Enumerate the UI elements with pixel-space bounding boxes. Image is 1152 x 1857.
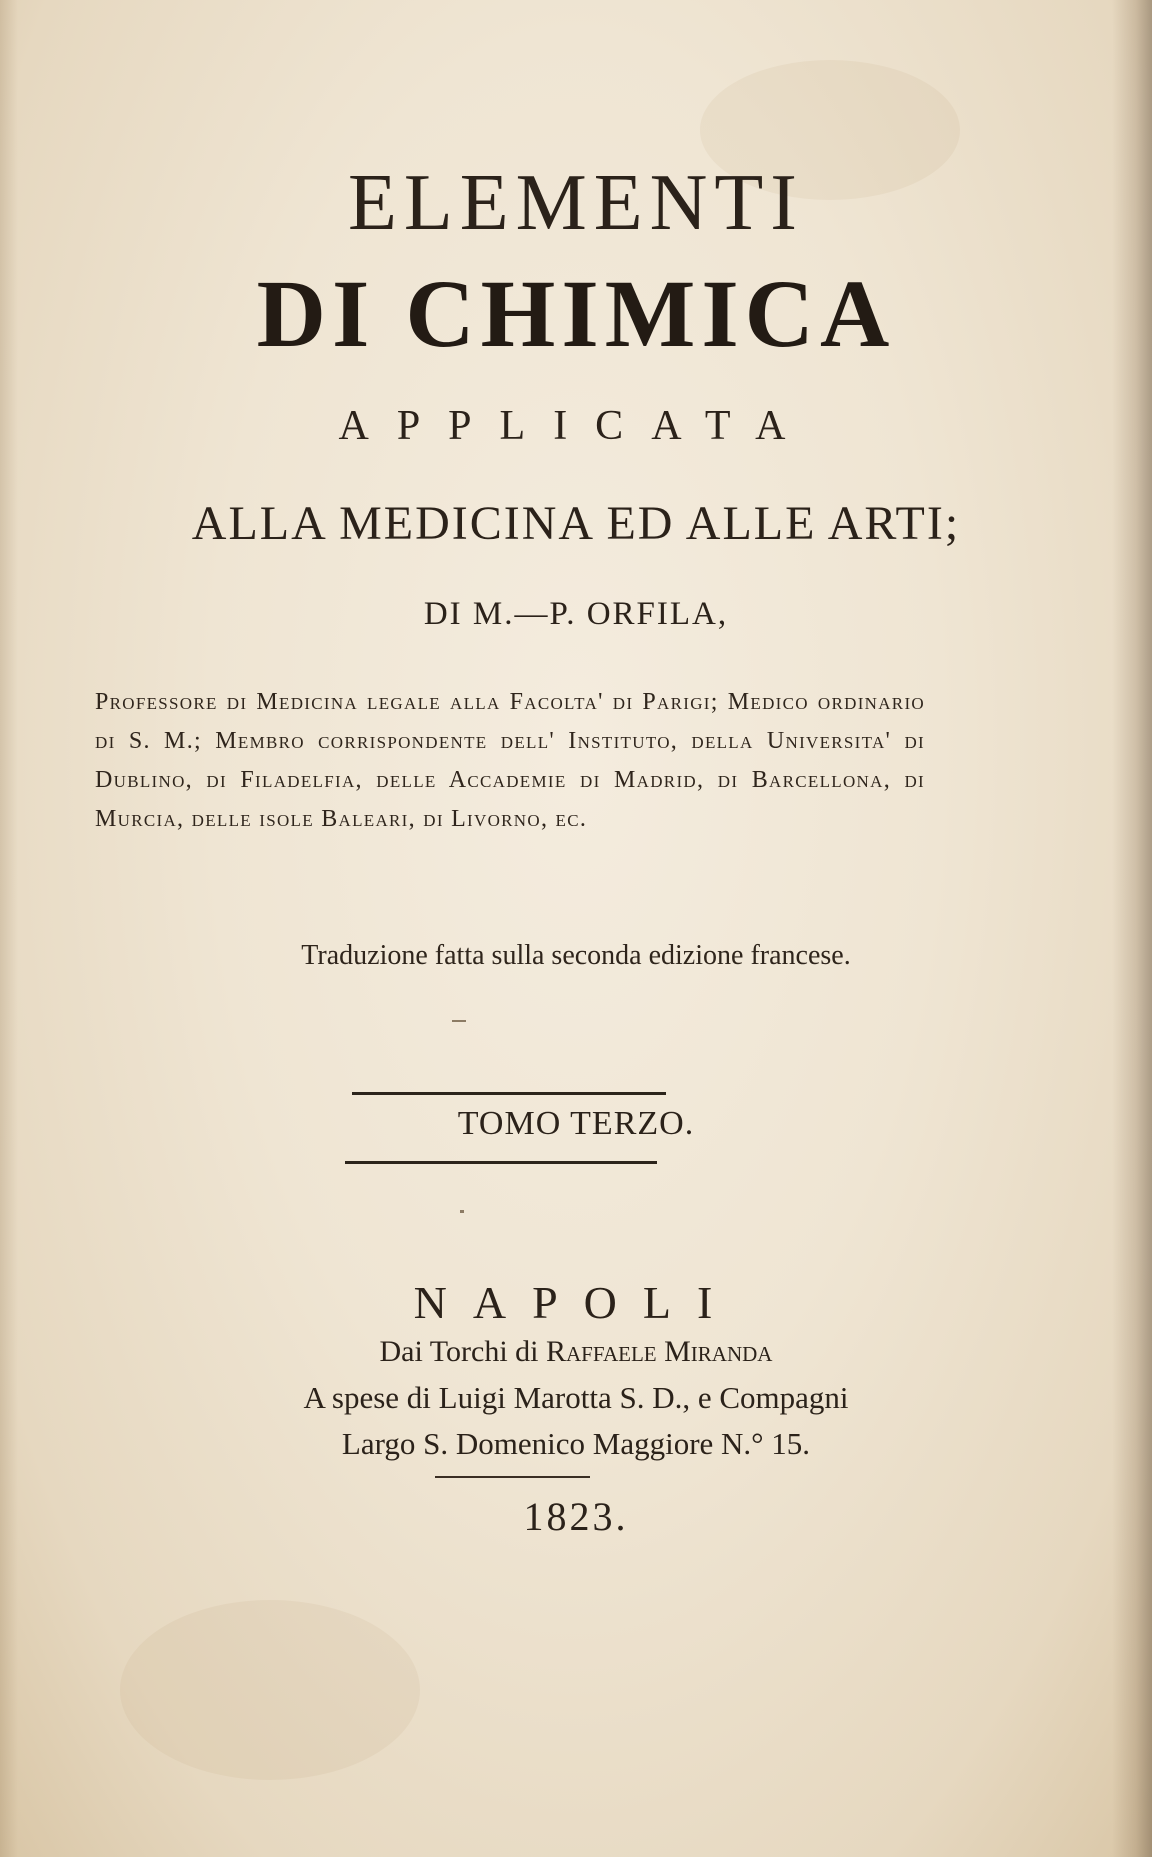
imprint-publisher: A spese di Luigi Marotta S. D., e Compagni (303, 1380, 849, 1415)
year-rule (435, 1476, 590, 1478)
imprint-year: 1823. (523, 1494, 629, 1539)
title-line-elementi: ELEMENTI (348, 159, 804, 247)
imprint-address: Largo S. Domenico Maggiore N.° 15. (341, 1426, 811, 1461)
print-mark (452, 1020, 466, 1022)
volume-label: TOMO TERZO. (457, 1105, 695, 1142)
print-dot (460, 1210, 464, 1213)
printer-prefix: Dai Torchi di (379, 1335, 539, 1368)
author-line: DI M.—P. ORFILA, (423, 596, 729, 632)
title-line-di-chimica: DI CHIMICA (256, 260, 896, 367)
paper-stain (120, 1600, 420, 1780)
volume-rule-bottom (345, 1161, 657, 1164)
volume-rule-top (352, 1092, 666, 1095)
printer-name: Raffaele Miranda (546, 1335, 773, 1368)
imprint-city: NAPOLI (413, 1277, 739, 1328)
imprint-printer (0, 1335, 1152, 1369)
title-line-medicina-arti: ALLA MEDICINA ED ALLE ARTI; (191, 497, 961, 550)
title-line-applicata: APPLICATA (338, 403, 814, 449)
translation-note: Traduzione fatta sulla seconda edizione francese. (301, 940, 851, 971)
author-credentials: Professore di Medicina legale alla Facolta' di Parigi; Medico ordinario di S. M.; Membro corrispondente dell' Instituto, della Universita' di Dublino, di Filadelfia, delle Accademie di Madrid, di Barcellona, di Murcia, delle isole Baleari, di Livorno, ec. (95, 689, 925, 832)
